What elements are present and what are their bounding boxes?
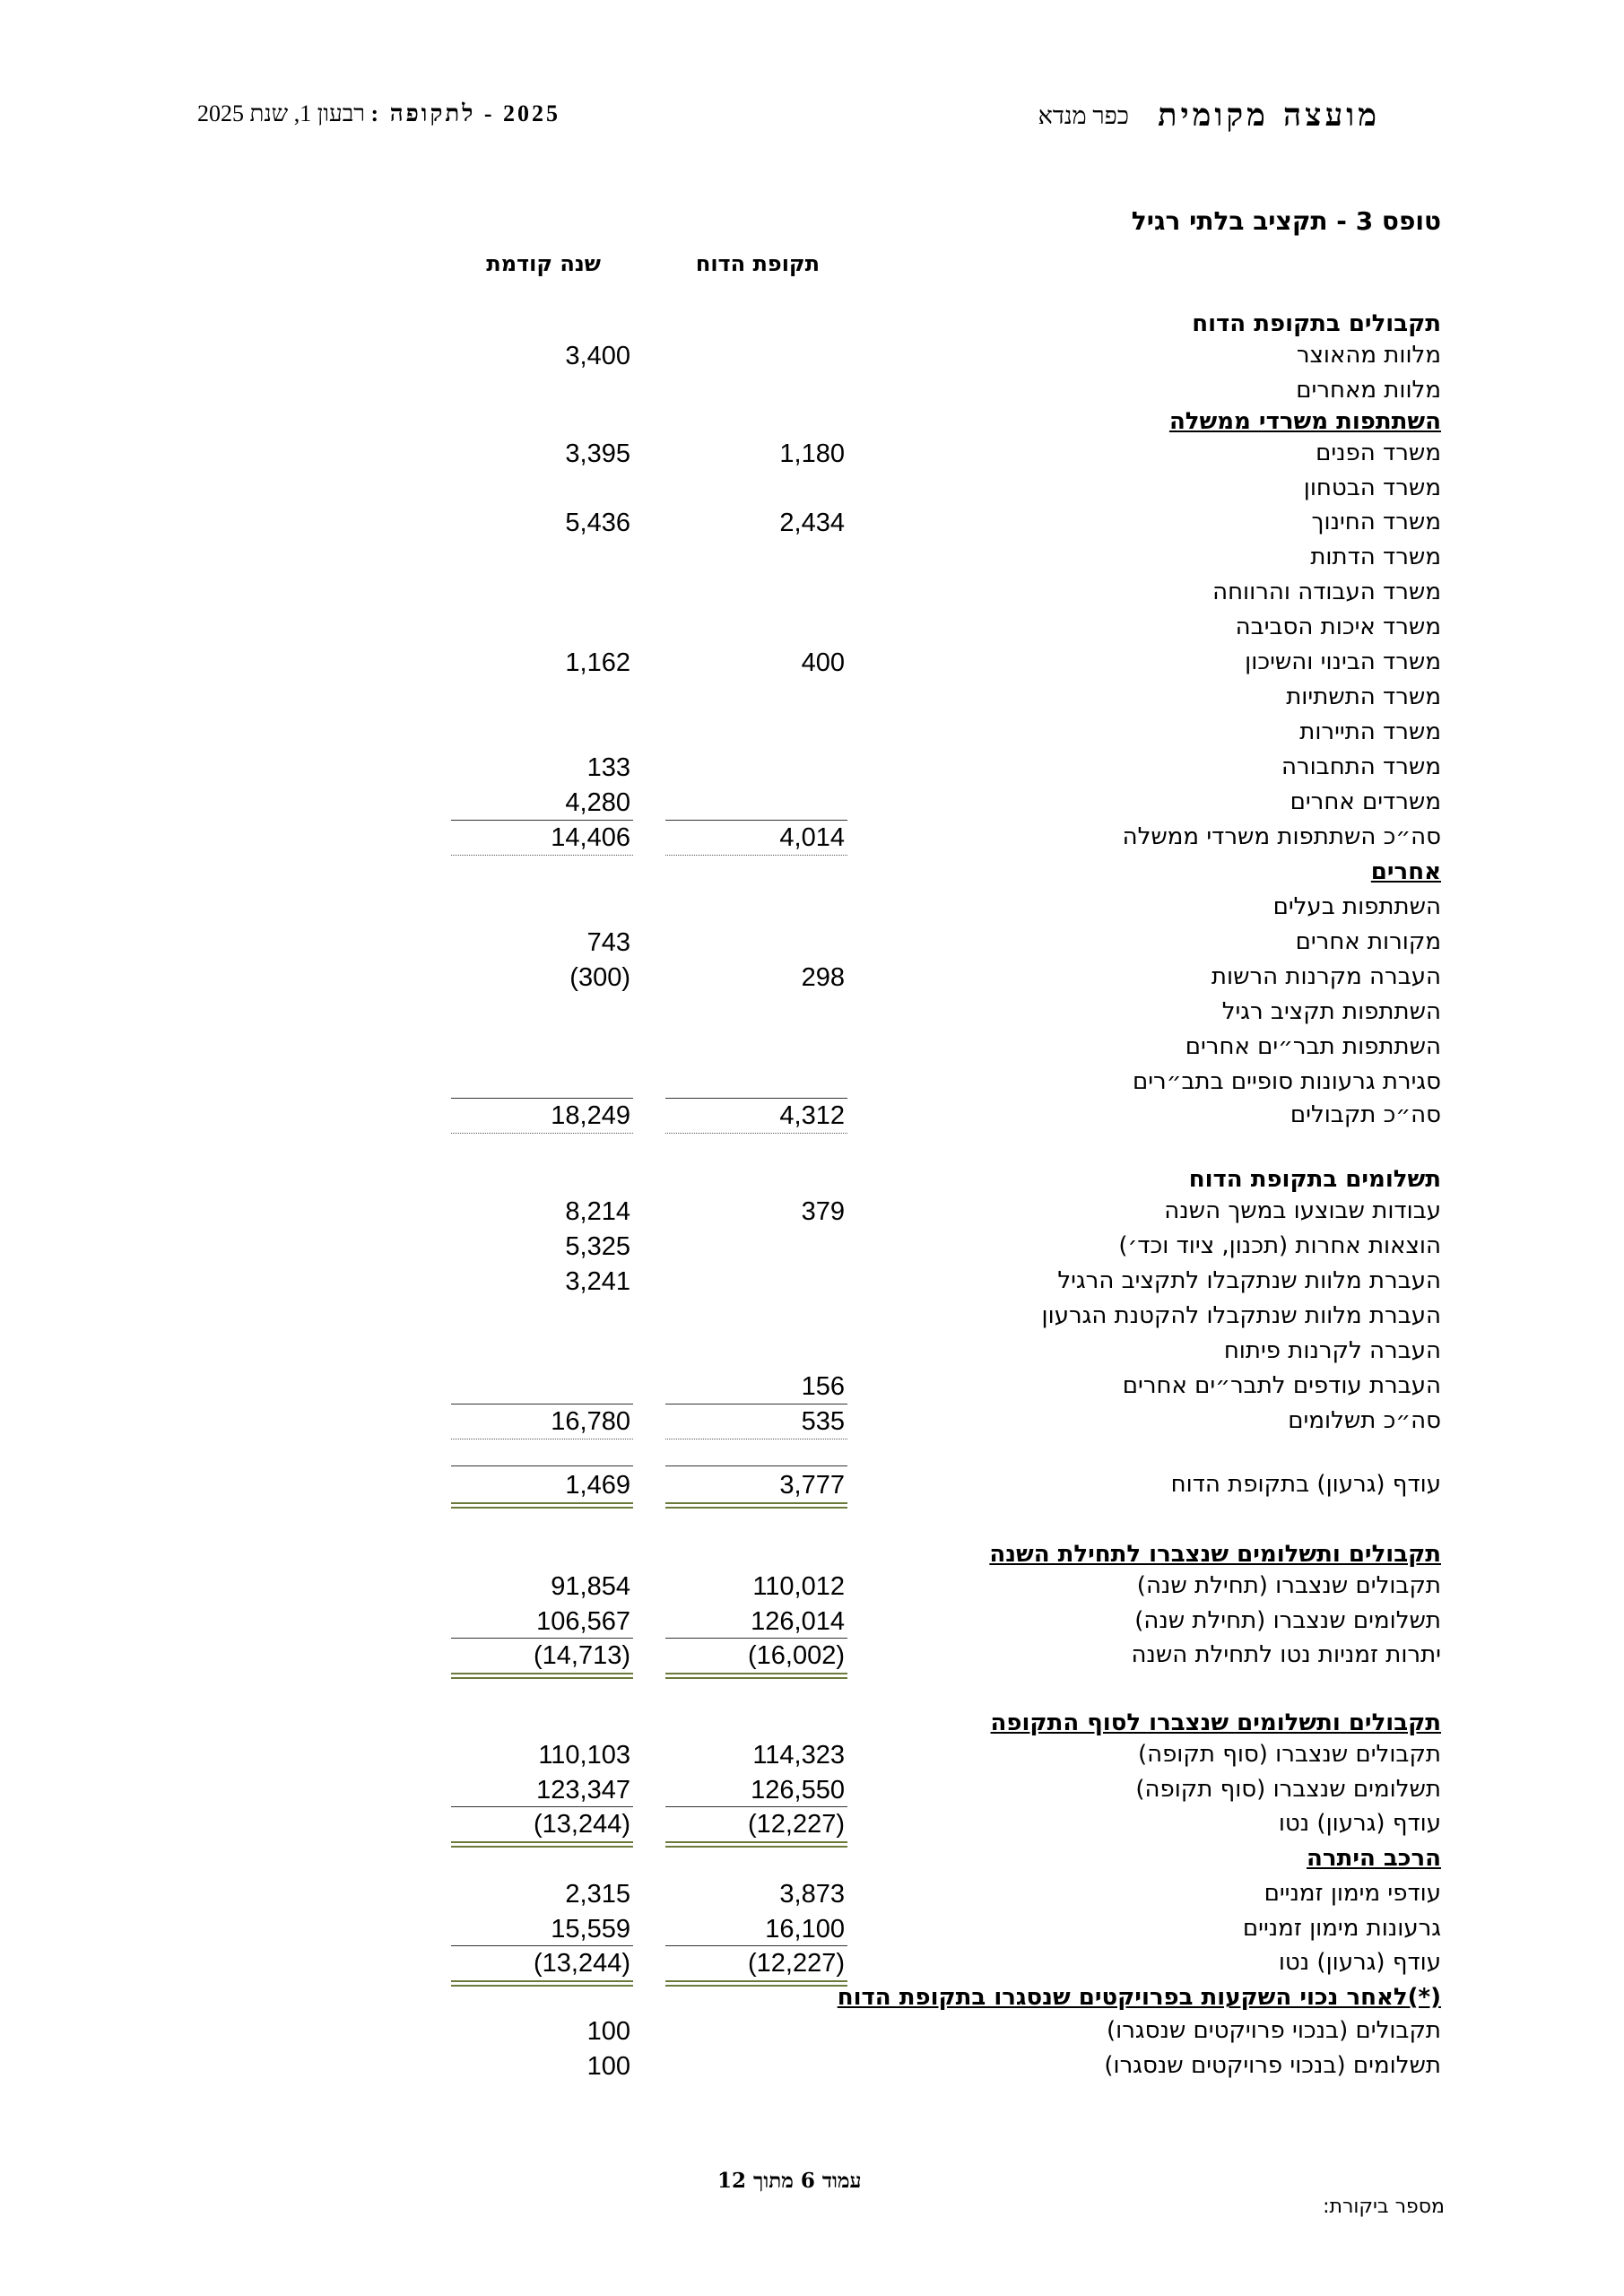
row-label: סה״כ השתתפות משרדי ממשלה: [1122, 823, 1441, 850]
table-row: [0, 2017, 1624, 2051]
previous-value: 14,406: [551, 823, 630, 852]
previous-value: 16,780: [551, 1407, 630, 1436]
table-row: [0, 439, 1624, 474]
row-label: העברת מלוות שנתקבלו לתקציב הרגיל: [1057, 1267, 1441, 1294]
previous-value: 3,400: [565, 342, 630, 370]
table-row: [0, 718, 1624, 752]
double-rule: [665, 1673, 847, 1679]
row-label: משרד הפנים: [1316, 439, 1441, 466]
previous-value: 5,325: [565, 1232, 630, 1261]
table-row: [0, 683, 1624, 718]
table-row-total: [0, 1101, 1624, 1135]
row-label: משרד הבינוי והשיכון: [1245, 648, 1441, 675]
subtotal-rule: [451, 1806, 633, 1807]
table-row: [0, 474, 1624, 509]
previous-value: 123,347: [536, 1776, 630, 1805]
row-label: העברת עודפים לתבר״ים אחרים: [1122, 1372, 1441, 1399]
section-receipts: [0, 310, 1624, 344]
table-row: [0, 1232, 1624, 1266]
row-label: משרד איכות הסביבה: [1235, 613, 1441, 640]
table-row: [0, 1915, 1624, 1949]
previous-value: 3,395: [565, 439, 630, 468]
row-label: סגירת גרעונות סופיים בתב״רים: [1132, 1068, 1441, 1095]
previous-value: 100: [586, 2052, 630, 2081]
current-value: 535: [801, 1407, 845, 1436]
table-row: [0, 578, 1624, 613]
previous-value: 106,567: [536, 1607, 630, 1636]
current-value: (16,002): [747, 1641, 845, 1670]
subtotal-rule: [665, 1945, 847, 1946]
subtotal-rule: [451, 1465, 633, 1466]
total-rule: [665, 1133, 847, 1134]
table-row: [0, 613, 1624, 648]
previous-value: 3,241: [565, 1267, 630, 1296]
subtotal-rule: [451, 820, 633, 821]
total-rule: [451, 1133, 633, 1134]
table-row: [0, 1033, 1624, 1067]
current-value: 156: [801, 1372, 845, 1401]
subtotal-rule: [665, 1098, 847, 1099]
table-row: [0, 1267, 1624, 1301]
table-row: [0, 2052, 1624, 2086]
subtotal-rule: [451, 1945, 633, 1946]
row-label: תשלומים שנצברו (תחילת שנה): [1134, 1607, 1441, 1634]
table-row: [0, 509, 1624, 543]
current-value: 126,550: [751, 1776, 845, 1805]
section-accumulated-start: [0, 1541, 1624, 1575]
previous-value: 8,214: [565, 1197, 630, 1226]
current-value: 3,873: [779, 1880, 845, 1909]
section-title: תשלומים בתקופת הדוח: [1188, 1166, 1441, 1193]
table-row-total: [0, 823, 1624, 857]
subtotal-rule: [665, 1638, 847, 1639]
column-header-current: תקופת הדוח: [695, 251, 820, 276]
previous-value: 91,854: [551, 1572, 630, 1601]
table-row: [0, 1607, 1624, 1641]
table-row: [0, 1197, 1624, 1231]
row-label: תקבולים (בנכוי פרויקטים שנסגרו): [1106, 2017, 1441, 2044]
section-payments: [0, 1166, 1624, 1200]
subtotal-rule: [665, 1465, 847, 1466]
row-label: תקבולים שנצברו (תחילת שנה): [1136, 1572, 1441, 1599]
row-label: מלוות מהאוצר: [1296, 342, 1441, 369]
table-row: [0, 1776, 1624, 1810]
row-label: השתתפות תקציב רגיל: [1221, 998, 1441, 1025]
report-period-quarter: רבעון 1, שנת 2025: [197, 100, 371, 126]
subtotal-rule: [451, 1098, 633, 1099]
section-accumulated-end: [0, 1709, 1624, 1744]
row-label: הוצאות אחרות (תכנון, ציוד וכד׳): [1118, 1232, 1441, 1259]
table-row-total: [0, 1641, 1624, 1675]
previous-value: 743: [586, 928, 630, 957]
table-row: [0, 648, 1624, 683]
section-title: תקבולים ותשלומים שנצברו לסוף התקופה: [990, 1709, 1441, 1736]
current-value: 114,323: [752, 1741, 845, 1770]
current-value: 4,312: [779, 1101, 845, 1130]
table-row: [0, 928, 1624, 962]
table-row: [0, 1572, 1624, 1606]
row-label: גרעונות מימון זמניים: [1242, 1915, 1441, 1942]
section-title: (*)לאחר נכוי השקעות בפרויקטים שנסגרו בתקופת הדוח: [837, 1984, 1441, 2011]
row-label: השתתפות בעלים: [1272, 893, 1441, 920]
current-value: 3,777: [779, 1471, 845, 1500]
row-label: משרד התיירות: [1299, 718, 1441, 745]
section-government: [0, 408, 1624, 442]
previous-value: 110,103: [538, 1741, 630, 1770]
table-row: [0, 893, 1624, 927]
row-label: תשלומים (בנכוי פרויקטים שנסגרו): [1104, 2052, 1441, 2079]
section-title: השתתפות משרדי ממשלה: [1168, 408, 1441, 435]
section-title: הרכב היתרה: [1307, 1845, 1441, 1872]
page-number: עמוד 6 מתוך 12: [717, 2169, 862, 2193]
current-value: 4,014: [779, 823, 845, 852]
section-composition: [0, 1845, 1624, 1879]
previous-value: (300): [569, 963, 630, 992]
double-rule: [665, 1502, 847, 1509]
row-label: עבודות שבוצעו במשך השנה: [1164, 1197, 1441, 1224]
current-value: 16,100: [765, 1915, 845, 1944]
previous-value: 15,559: [551, 1915, 630, 1944]
previous-value: 1,162: [565, 648, 630, 677]
current-value: (12,227): [747, 1810, 845, 1839]
table-row: [0, 342, 1624, 376]
section-closed-projects: [0, 1984, 1624, 2018]
report-period: [197, 100, 560, 127]
row-label: משרד העבודה והרווחה: [1212, 578, 1441, 605]
previous-value: 2,315: [565, 1880, 630, 1909]
current-value: 110,012: [752, 1572, 845, 1601]
report-period-year: 2025 - לתקופה :: [370, 100, 561, 126]
table-row-total: [0, 1810, 1624, 1844]
row-label: העברה לקרנות פיתוח: [1223, 1337, 1441, 1364]
subtotal-rule: [451, 1404, 633, 1405]
current-value: 1,180: [779, 439, 845, 468]
previous-value: 18,249: [551, 1101, 630, 1130]
table-row: [0, 963, 1624, 997]
audit-number-label: מספר ביקורת:: [1323, 2196, 1445, 2218]
previous-value: (14,713): [533, 1641, 630, 1670]
table-row-total: [0, 1407, 1624, 1441]
table-row: [0, 1302, 1624, 1336]
row-label: יתרות זמניות נטו לתחילת השנה: [1131, 1641, 1441, 1668]
row-label: סה״כ תשלומים: [1288, 1407, 1441, 1434]
village-name: כפר מנדא: [1038, 102, 1129, 129]
subtotal-rule: [665, 1806, 847, 1807]
subtotal-rule: [665, 1404, 847, 1405]
row-label: עודף (גרעון) נטו: [1278, 1810, 1441, 1837]
current-value: (12,227): [747, 1949, 845, 1978]
table-row: [0, 1880, 1624, 1914]
current-value: 298: [801, 963, 845, 992]
current-value: 379: [801, 1197, 845, 1226]
row-label: העברת מלוות שנתקבלו להקטנת הגרעון: [1041, 1302, 1441, 1329]
previous-value: 5,436: [565, 509, 630, 537]
previous-value: 133: [586, 753, 630, 782]
previous-value: (13,244): [533, 1810, 630, 1839]
double-rule: [451, 1673, 633, 1679]
section-title: אחרים: [1370, 858, 1441, 885]
table-row: [0, 998, 1624, 1032]
previous-value: 1,469: [565, 1471, 630, 1500]
previous-value: 100: [586, 2017, 630, 2046]
table-row: [0, 377, 1624, 411]
column-header-previous: שנה קודמת: [486, 251, 601, 276]
row-label: השתתפות תבר״ים אחרים: [1185, 1033, 1441, 1060]
row-label: סה״כ תקבולים: [1290, 1101, 1441, 1128]
section-title: תקבולים בתקופת הדוח: [1192, 310, 1441, 337]
section-others: [0, 858, 1624, 892]
table-row-total: [0, 1949, 1624, 1983]
table-row: [0, 1337, 1624, 1371]
table-row: [0, 753, 1624, 787]
table-row: [0, 1372, 1624, 1406]
row-label: עודף (גרעון) בתקופת הדוח: [1170, 1471, 1441, 1498]
total-rule: [665, 855, 847, 856]
total-rule: [451, 855, 633, 856]
row-label: משרד הבטחון: [1303, 474, 1441, 501]
table-row: [0, 544, 1624, 578]
row-label: תשלומים שנצברו (סוף תקופה): [1135, 1776, 1441, 1803]
row-label: משרדים אחרים: [1290, 788, 1441, 815]
row-label: תקבולים שנצברו (סוף תקופה): [1137, 1741, 1441, 1768]
table-row: [0, 788, 1624, 822]
current-value: 126,014: [751, 1607, 845, 1636]
row-label: העברה מקרנות הרשות: [1211, 963, 1441, 990]
row-label: משרד התשתיות: [1286, 683, 1441, 710]
current-value: 400: [801, 648, 845, 677]
council-title: מועצה מקומית: [1158, 97, 1380, 134]
subtotal-rule: [451, 1638, 633, 1639]
row-label: מלוות מאחרים: [1296, 377, 1441, 404]
double-rule: [451, 1502, 633, 1509]
previous-value: 4,280: [565, 788, 630, 817]
previous-value: (13,244): [533, 1949, 630, 1978]
row-label: משרד התחבורה: [1281, 753, 1441, 780]
table-row-total: [0, 1471, 1624, 1505]
row-label: משרד החינוך: [1311, 509, 1441, 535]
row-label: עודף (גרעון) נטו: [1278, 1949, 1441, 1976]
subtotal-rule: [665, 820, 847, 821]
row-label: משרד הדתות: [1310, 544, 1441, 570]
section-title: תקבולים ותשלומים שנצברו לתחילת השנה: [989, 1541, 1441, 1568]
row-label: מקורות אחרים: [1295, 928, 1441, 955]
current-value: 2,434: [779, 509, 845, 537]
row-label: עודפי מימון זמניים: [1264, 1880, 1441, 1907]
table-row: [0, 1741, 1624, 1775]
form-title: טופס 3 - תקציב בלתי רגיל: [1131, 206, 1441, 236]
